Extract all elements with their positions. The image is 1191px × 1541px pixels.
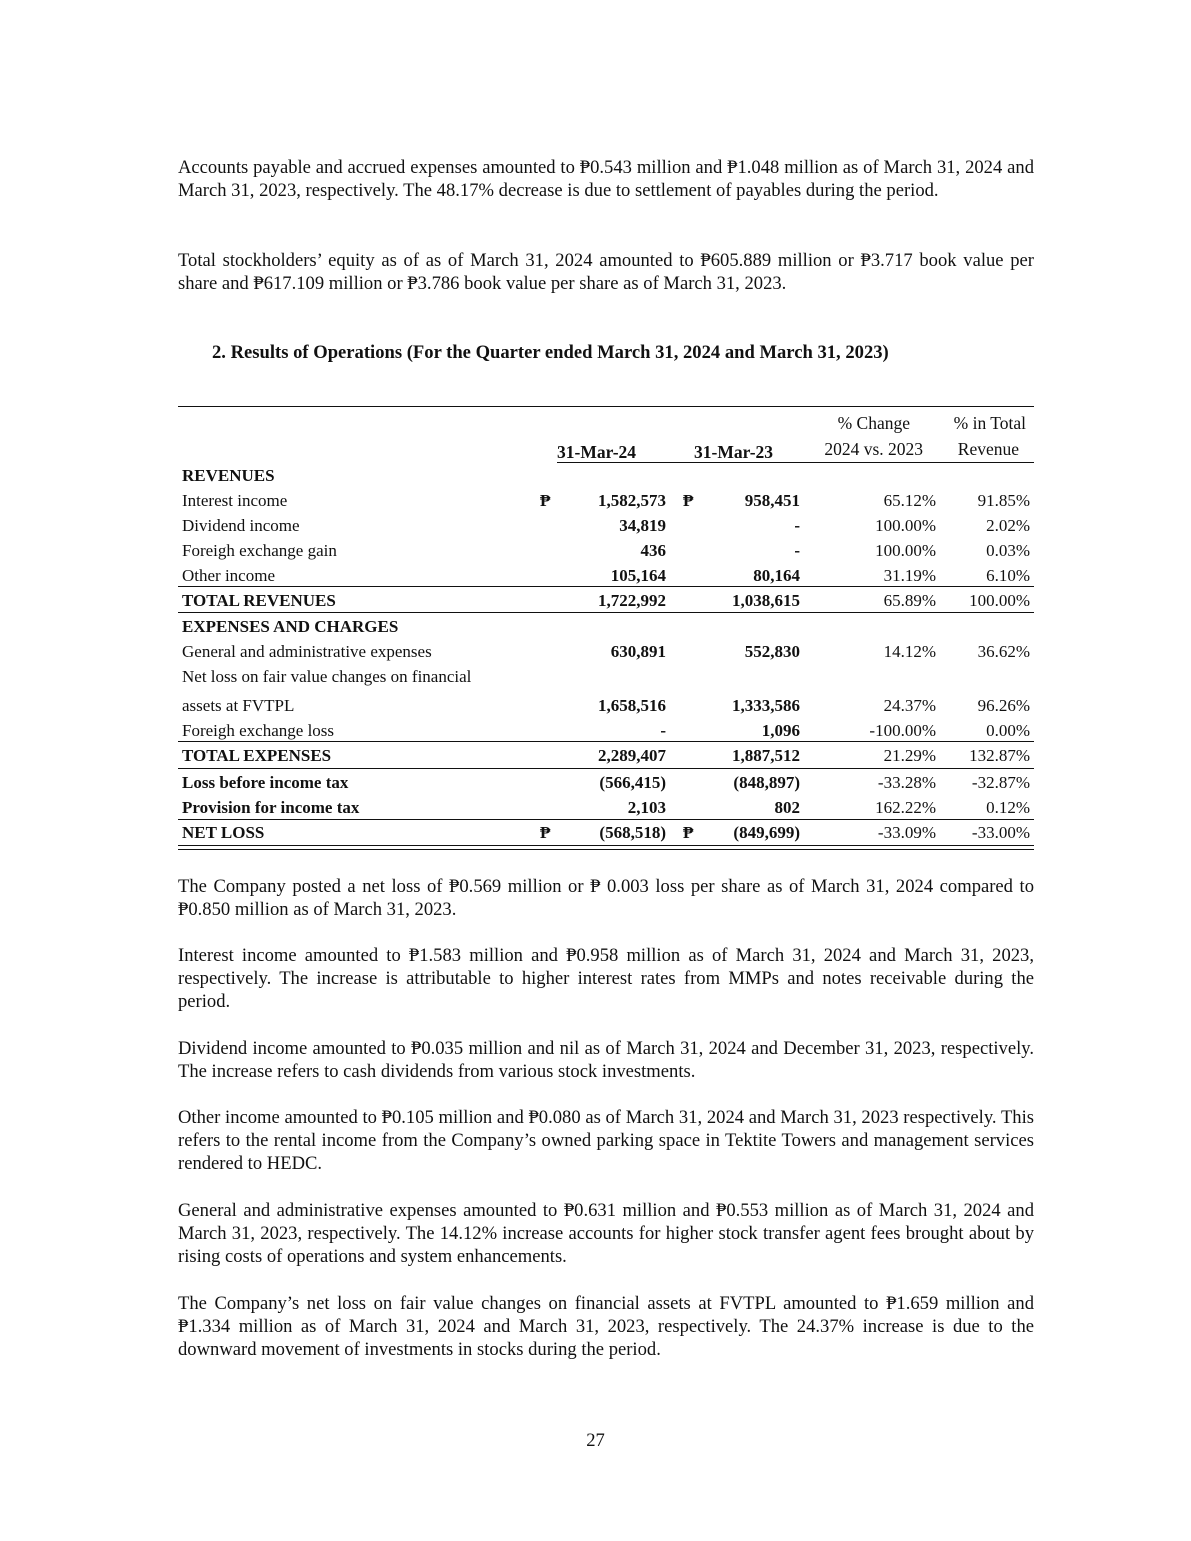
value-2023: 802 bbox=[774, 798, 800, 817]
rule-after-provision bbox=[178, 819, 1034, 820]
pct-total-revenue: 96.26% bbox=[977, 696, 1030, 715]
row-label: Interest income bbox=[182, 491, 288, 510]
rule-after-total-revenues bbox=[178, 612, 1034, 613]
pct-total-revenue: 36.62% bbox=[977, 642, 1030, 661]
paragraph-interest-income: Interest income amounted to ₱1.583 million and ₱0.958 million as of March 31, 2024 and March 31, 2023, respectively. The increase is attributable to higher interest rates from MMPs and notes receivable during the period. bbox=[178, 945, 1034, 1012]
value-2024: 34,819 bbox=[619, 516, 666, 535]
pct-change: -33.09% bbox=[877, 823, 936, 842]
row-label: Foreigh exchange gain bbox=[182, 541, 337, 560]
table-row bbox=[178, 665, 1034, 690]
table-row bbox=[178, 464, 1034, 489]
value-2023: 1,333,586 bbox=[732, 696, 800, 715]
pct-change: 162.22% bbox=[875, 798, 936, 817]
row-label: REVENUES bbox=[182, 466, 275, 485]
value-2023: 1,887,512 bbox=[732, 746, 800, 765]
pct-total-revenue: 100.00% bbox=[969, 591, 1030, 610]
pct-change: -33.28% bbox=[877, 773, 936, 792]
row-label: TOTAL REVENUES bbox=[182, 591, 336, 610]
pct-total-revenue: -32.87% bbox=[971, 773, 1030, 792]
pct-total-revenue: 91.85% bbox=[977, 491, 1030, 510]
value-2023: 1,096 bbox=[761, 721, 800, 740]
header-31-mar-23: 31-Mar-23 bbox=[694, 442, 774, 462]
paragraph-stockholders-equity: Total stockholders’ equity as of as of March 31, 2024 amounted to ₱605.889 million or ₱3.717 book value per share and ₱617.109 million or ₱3.786 book value per share as of March 31, 2023. bbox=[178, 250, 1034, 294]
pct-change: 100.00% bbox=[875, 541, 936, 560]
rule-after-fx-loss bbox=[178, 741, 1034, 742]
table-row bbox=[178, 769, 1034, 796]
pct-total-revenue: 6.10% bbox=[986, 566, 1030, 585]
rule-after-total-expenses bbox=[178, 768, 1034, 769]
pct-change: -100.00% bbox=[869, 721, 936, 740]
table-row bbox=[178, 514, 1034, 539]
row-label: NET LOSS bbox=[182, 823, 265, 842]
paragraph-fvtpl: The Company’s net loss on fair value changes on financial assets at FVTPL amounted to ₱1.659 million and ₱1.334 million as of March 31, 2024 and March 31, 2023, respectively. The 24.37% increase is due to the downward movement of investments in stocks during the period. bbox=[178, 1293, 1034, 1360]
value-2024: 1,658,516 bbox=[598, 696, 666, 715]
paragraph-accounts-payable: Accounts payable and accrued expenses amounted to ₱0.543 million and ₱1.048 million as of March 31, 2024 and March 31, 2023, respectively. The 48.17% decrease is due to settlement of payables during the period. bbox=[178, 157, 1034, 201]
header-pct-total-line2: Revenue bbox=[957, 439, 1019, 459]
paragraph-general-admin: General and administrative expenses amounted to ₱0.631 million and ₱0.553 million as of March 31, 2024 and March 31, 2023, respectively. The 14.12% increase accounts for higher stock transfer agent fees brought about by rising costs of operations and system enhancements. bbox=[178, 1200, 1034, 1267]
peso-sign: ₱ bbox=[683, 823, 694, 842]
table-row bbox=[178, 821, 1034, 846]
pct-change: 21.29% bbox=[883, 746, 936, 765]
table-row bbox=[178, 640, 1034, 665]
table-row bbox=[178, 690, 1034, 719]
pct-change: 65.12% bbox=[883, 491, 936, 510]
row-label: Provision for income tax bbox=[182, 798, 360, 817]
row-label: Net loss on fair value changes on financial bbox=[182, 667, 472, 686]
pct-total-revenue: 132.87% bbox=[969, 746, 1030, 765]
table-row bbox=[178, 489, 1034, 514]
pct-total-revenue: 2.02% bbox=[986, 516, 1030, 535]
pct-change: 24.37% bbox=[883, 696, 936, 715]
double-rule-net-loss bbox=[178, 845, 1034, 850]
section-heading: 2. Results of Operations (For the Quarter ended March 31, 2024 and March 31, 2023) bbox=[212, 342, 889, 363]
value-2023: 1,038,615 bbox=[732, 591, 800, 610]
row-label: General and administrative expenses bbox=[182, 642, 432, 661]
peso-sign: ₱ bbox=[683, 491, 694, 510]
value-2024: 630,891 bbox=[610, 642, 666, 661]
peso-sign: ₱ bbox=[540, 823, 551, 842]
paragraph-other-income: Other income amounted to ₱0.105 million and ₱0.080 as of March 31, 2024 and March 31, 2023 respectively. This refers to the rental income from the Company’s owned parking space in Tektite Towers and management services rendered to HEDC. bbox=[178, 1107, 1034, 1174]
value-2024: 2,103 bbox=[627, 798, 666, 817]
value-2024: 1,582,573 bbox=[598, 491, 666, 510]
row-label: assets at FVTPL bbox=[182, 696, 295, 715]
header-underline-years bbox=[557, 462, 819, 463]
pct-total-revenue: 0.03% bbox=[986, 541, 1030, 560]
pct-change: 14.12% bbox=[883, 642, 936, 661]
page-number: 27 bbox=[586, 1430, 605, 1451]
pct-change: 31.19% bbox=[883, 566, 936, 585]
pct-total-revenue: 0.00% bbox=[986, 721, 1030, 740]
table-row bbox=[178, 796, 1034, 821]
row-label: EXPENSES AND CHARGES bbox=[182, 617, 399, 636]
value-2023: (849,699) bbox=[733, 823, 800, 842]
peso-sign: ₱ bbox=[540, 491, 551, 510]
row-label: Loss before income tax bbox=[182, 773, 349, 792]
table-row bbox=[178, 615, 1034, 640]
value-2024: 436 bbox=[640, 541, 666, 560]
value-2023: 958,451 bbox=[744, 491, 800, 510]
row-label: Dividend income bbox=[182, 516, 300, 535]
header-pct-total-line1: % in Total bbox=[953, 413, 1026, 433]
value-2024: 2,289,407 bbox=[598, 746, 666, 765]
row-label: Foreigh exchange loss bbox=[182, 721, 335, 740]
table-row bbox=[178, 744, 1034, 769]
value-2024: 105,164 bbox=[610, 566, 666, 585]
pct-change: 65.89% bbox=[883, 591, 936, 610]
value-2024: 1,722,992 bbox=[598, 591, 666, 610]
pct-total-revenue: 0.12% bbox=[986, 798, 1030, 817]
table-row bbox=[178, 539, 1034, 564]
table-header bbox=[178, 406, 1034, 464]
header-underline-pct bbox=[819, 462, 1034, 463]
pct-total-revenue: -33.00% bbox=[971, 823, 1030, 842]
rule-after-other-income bbox=[178, 586, 1034, 587]
pct-change: 100.00% bbox=[875, 516, 936, 535]
value-2024: - bbox=[660, 721, 666, 740]
header-pct-change-line1: % Change bbox=[837, 413, 910, 433]
value-2023: 552,830 bbox=[744, 642, 800, 661]
paragraph-dividend-income: Dividend income amounted to ₱0.035 million and nil as of March 31, 2024 and December 31, 2023, respectively. The increase refers to cash dividends from various stock investments. bbox=[178, 1038, 1034, 1082]
table-row bbox=[178, 589, 1034, 614]
value-2023: - bbox=[794, 541, 800, 560]
row-label: TOTAL EXPENSES bbox=[182, 746, 332, 765]
paragraph-net-loss: The Company posted a net loss of ₱0.569 million or ₱ 0.003 loss per share as of March 31, 2024 compared to ₱0.850 million as of March 31, 2023. bbox=[178, 876, 1034, 920]
header-pct-change-line2: 2024 vs. 2023 bbox=[824, 439, 923, 459]
value-2023: 80,164 bbox=[753, 566, 800, 585]
value-2023: (848,897) bbox=[733, 773, 800, 792]
header-31-mar-24: 31-Mar-24 bbox=[557, 442, 637, 462]
value-2023: - bbox=[794, 516, 800, 535]
row-label: Other income bbox=[182, 566, 275, 585]
value-2024: (568,518) bbox=[599, 823, 666, 842]
value-2024: (566,415) bbox=[599, 773, 666, 792]
